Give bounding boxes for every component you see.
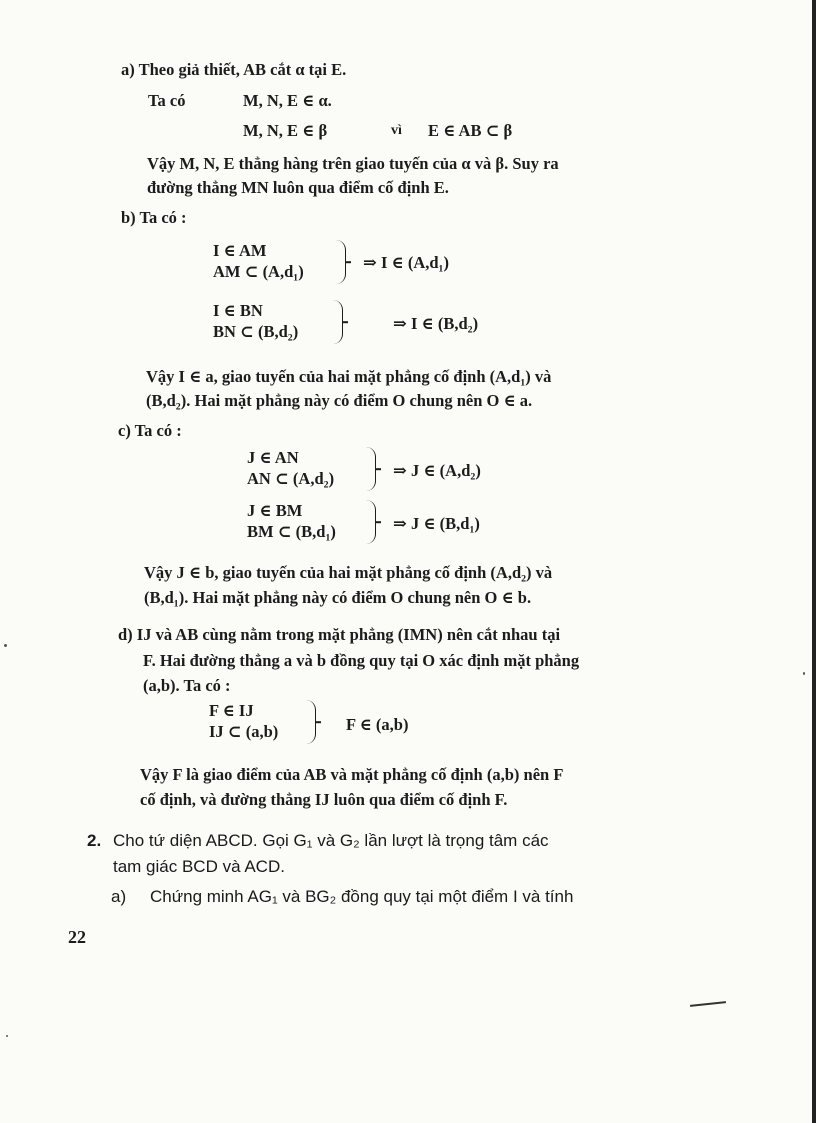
part-b-brace-1	[335, 240, 346, 284]
problem-2-number: 2.	[87, 831, 102, 850]
part-c-system-1	[247, 447, 334, 489]
part-d-line1: d) IJ và AB cùng nằm trong mặt phẳng (IMN) nên cắt nhau tại	[118, 625, 561, 644]
part-c-sys1-line2: AN ⊂ (A,d₂)	[247, 469, 335, 488]
part-a-vi: vì	[391, 123, 402, 138]
part-d-sys-line2: IJ ⊂ (a,b)	[209, 722, 279, 741]
part-b-implies-1: ⇒ I ∈ (A,d₁)	[363, 253, 449, 272]
part-d-implies: F ∈ (a,b)	[346, 715, 409, 734]
part-a-conclusion-1: Vậy M, N, E thẳng hàng trên giao tuyến của α và β. Suy ra	[147, 154, 559, 173]
problem-2-line1: Cho tứ diện ABCD. Gọi G₁ và G₂ lần lượt là trọng tâm các	[113, 831, 549, 850]
part-b-conclusion-2: (B,d₂). Hai mặt phẳng này có điểm O chung nên O ∈ a.	[146, 391, 533, 410]
part-b-sys2-line2: BN ⊂ (B,d₂)	[213, 322, 299, 341]
part-a-conclusion-2: đường thẳng MN luôn qua điểm cố định E.	[147, 178, 449, 197]
part-a-stmt2: M, N, E ∈ β	[243, 121, 328, 140]
part-b-sys1-line1: I ∈ AM	[213, 241, 267, 260]
part-d-sys-line1: F ∈ IJ	[209, 701, 254, 720]
scan-speck	[6, 1035, 8, 1037]
part-d-system	[209, 700, 278, 742]
problem-2-line2: tam giác BCD và ACD.	[113, 857, 285, 876]
problem-2-a-text: Chứng minh AG₁ và BG₂ đồng quy tại một điểm I và tính	[150, 887, 574, 906]
part-c-head: c) Ta có :	[118, 421, 182, 440]
part-c-sys1-line1: J ∈ AN	[247, 448, 299, 467]
pen-stroke-mark	[690, 1001, 726, 1007]
part-d-line2: F. Hai đường thẳng a và b đồng quy tại O xác định mặt phẳng	[143, 651, 580, 670]
part-b-system-1	[213, 240, 304, 282]
part-c-sys2-line2: BM ⊂ (B,d₁)	[247, 522, 336, 541]
part-d-conclusion-2: cố định, và đường thẳng IJ luôn qua điểm cố định F.	[140, 790, 508, 809]
part-b-head: b) Ta có :	[121, 208, 187, 227]
part-c-implies-2: ⇒ J ∈ (B,d₁)	[393, 514, 480, 533]
part-b-system-2	[213, 300, 298, 342]
part-c-brace-1	[365, 447, 376, 491]
part-b-brace-2	[332, 300, 343, 344]
part-c-system-2	[247, 500, 336, 542]
part-b-sys1-line2: AM ⊂ (A,d₁)	[213, 262, 304, 281]
part-a-stmt1: M, N, E ∈ α.	[243, 91, 332, 110]
part-c-sys2-line1: J ∈ BM	[247, 501, 303, 520]
page-edge-shadow	[812, 0, 816, 1123]
page-number: 22	[68, 927, 86, 947]
scan-speck	[4, 644, 7, 647]
scan-speck	[803, 672, 805, 675]
part-c-implies-1: ⇒ J ∈ (A,d₂)	[393, 461, 481, 480]
problem-2-a-label: a)	[111, 887, 127, 906]
part-d-brace	[305, 700, 316, 744]
part-b-implies-2: ⇒ I ∈ (B,d₂)	[393, 314, 479, 333]
part-c-brace-2	[365, 500, 376, 544]
part-d-conclusion-1: Vậy F là giao điểm của AB và mặt phẳng cố định (a,b) nên F	[140, 765, 564, 784]
part-c-conclusion-1: Vậy J ∈ b, giao tuyến của hai mặt phẳng cố định (A,d₂) và	[144, 563, 553, 582]
part-a-ta-co: Ta có	[148, 91, 186, 110]
part-c-conclusion-2: (B,d₁). Hai mặt phẳng này có điểm O chung nên O ∈ b.	[144, 588, 532, 607]
part-d-line3: (a,b). Ta có :	[143, 676, 231, 695]
part-b-conclusion-1: Vậy I ∈ a, giao tuyến của hai mặt phẳng cố định (A,d₁) và	[146, 367, 552, 386]
part-a-line1: a) Theo giả thiết, AB cắt α tại E.	[121, 60, 347, 79]
part-a-reason: E ∈ AB ⊂ β	[428, 121, 513, 140]
part-b-sys2-line1: I ∈ BN	[213, 301, 263, 320]
